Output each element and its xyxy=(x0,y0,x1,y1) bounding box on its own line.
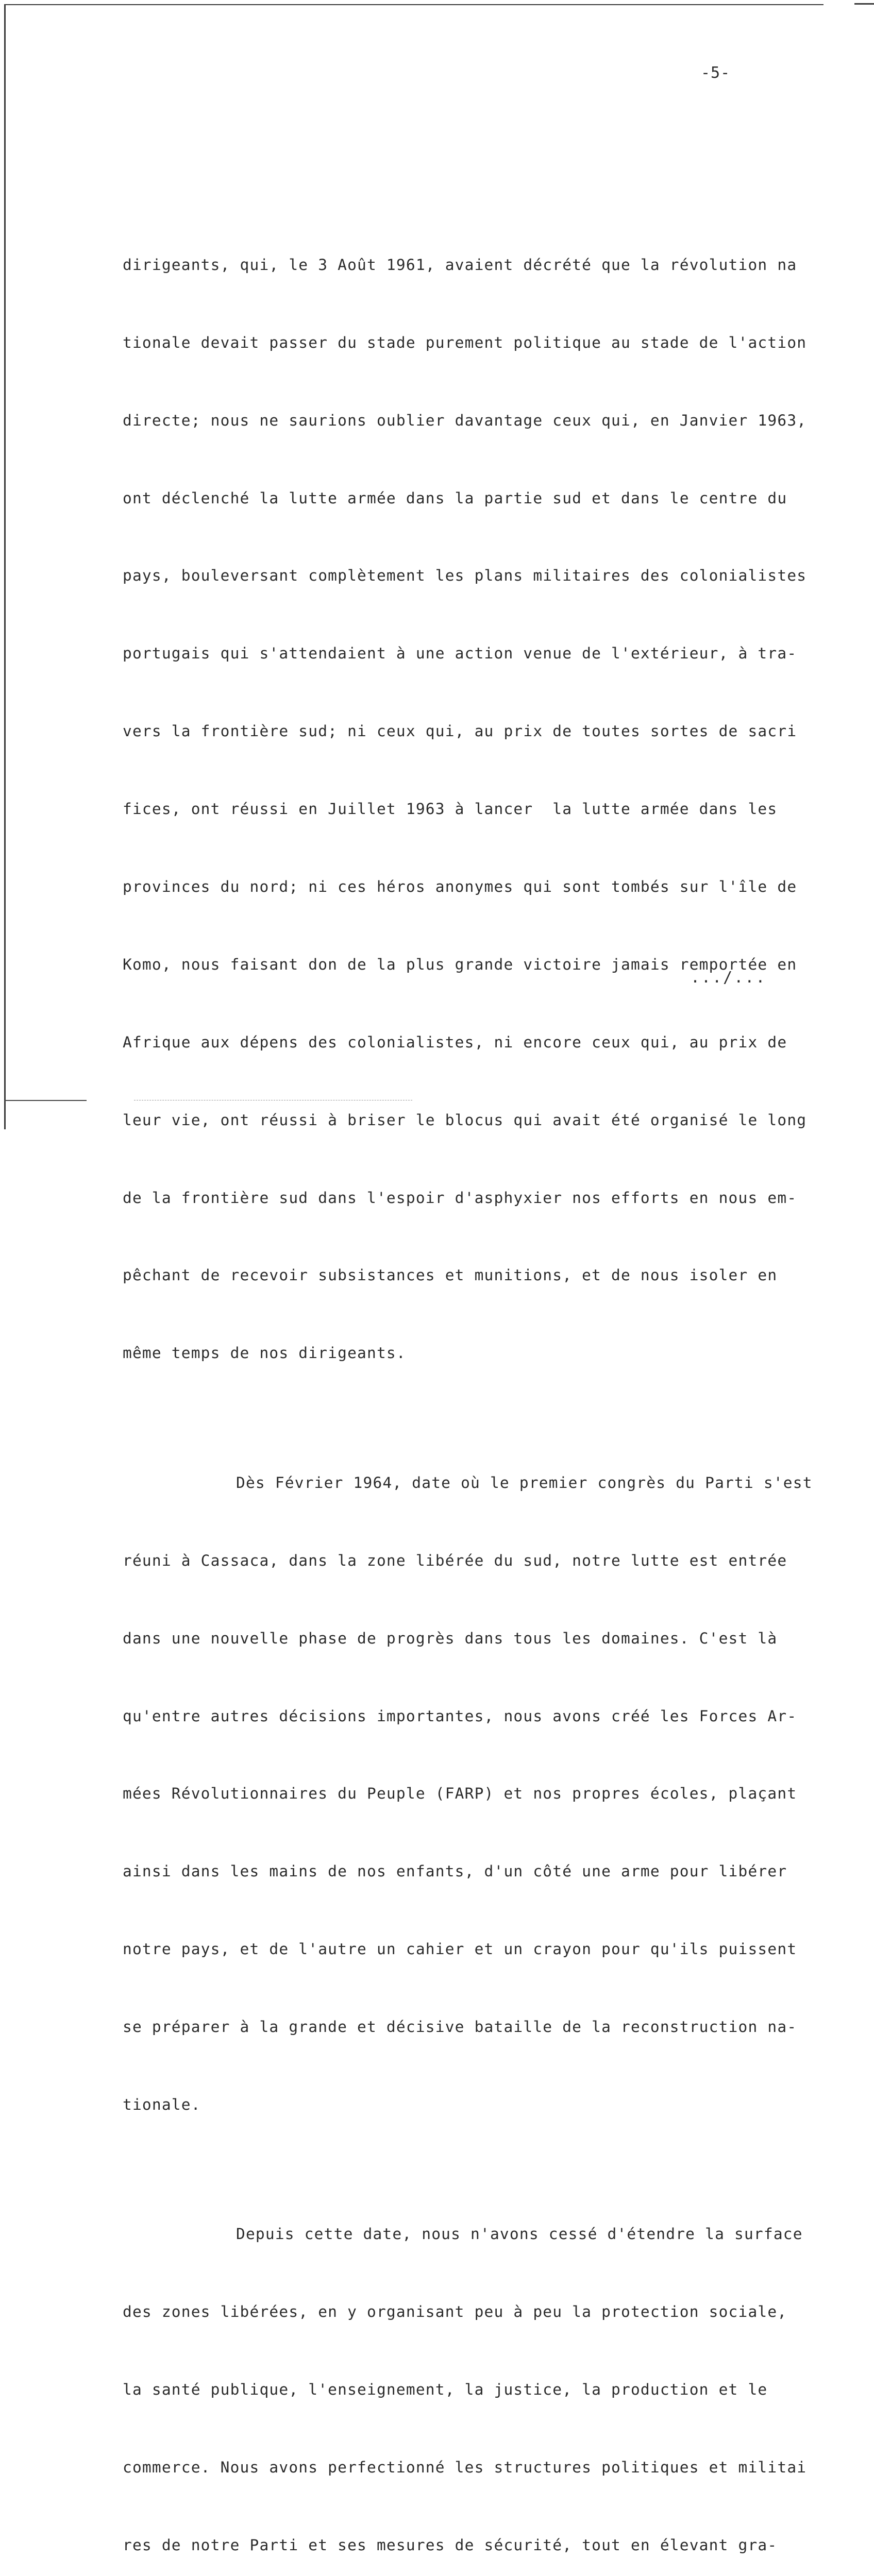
text-line: Komo, nous faisant don de la plus grande victoire jamais remportée en xyxy=(123,955,797,973)
text-line: réuni à Cassaca, dans la zone libérée du sud, notre lutte est entrée xyxy=(123,1551,787,1569)
text-line: de la frontière sud dans l'espoir d'asphyxier nos efforts en nous em- xyxy=(123,1189,797,1207)
left-border-line xyxy=(4,4,6,1129)
text-line: mées Révolutionnaires du Peuple (FARP) et nos propres écoles, plaçant xyxy=(123,1785,797,1803)
text-line: ont déclenché la lutte armée dans la partie sud et dans le centre du xyxy=(123,489,787,507)
text-line: pays, bouleversant complètement les plans militaires des colonialistes xyxy=(123,567,807,585)
text-line: vers la frontière sud; ni ceux qui, au prix de toutes sortes de sacri xyxy=(123,722,797,740)
top-right-border-mark xyxy=(854,3,874,5)
text-line: qu'entre autres décisions importantes, nous avons créé les Forces Ar- xyxy=(123,1707,797,1725)
text-line: dirigeants, qui, le 3 Août 1961, avaient décrété que la révolution na xyxy=(123,256,797,274)
text-line: fices, ont réussi en Juillet 1963 à lancer la lutte armée dans les xyxy=(123,800,778,818)
body-text xyxy=(123,174,834,2576)
text-line: leur vie, ont réussi à briser le blocus qui avait été organisé le long xyxy=(123,1111,807,1129)
text-line: des zones libérées, en y organisant peu à peu la protection sociale, xyxy=(123,2303,787,2321)
bottom-border-line xyxy=(4,1100,87,1101)
text-line: Dès Février 1964, date où le premier congrès du Parti s'est xyxy=(236,1473,813,1492)
text-line: directe; nous ne saurions oublier davantage ceux qui, en Janvier 1963, xyxy=(123,411,807,429)
text-line: portugais qui s'attendaient à une action venue de l'extérieur, à tra- xyxy=(123,645,797,663)
text-line: Depuis cette date, nous n'avons cessé d'étendre la surface xyxy=(236,2225,803,2243)
continuation-mark: .../... xyxy=(691,969,767,987)
text-line: dans une nouvelle phase de progrès dans tous les domaines. C'est là xyxy=(123,1629,778,1647)
text-line: res de notre Parti et ses mesures de sécurité, tout en élevant gra- xyxy=(123,2536,778,2554)
text-line: ainsi dans les mains de nos enfants, d'un côté une arme pour libérer xyxy=(123,1862,787,1880)
text-line: pêchant de recevoir subsistances et munitions, et de nous isoler en xyxy=(123,1266,778,1284)
text-line: tionale devait passer du stade purement politique au stade de l'action xyxy=(123,333,807,351)
text-line: provinces du nord; ni ces héros anonymes qui sont tombés sur l'île de xyxy=(123,878,797,896)
text-line: tionale. xyxy=(123,2095,201,2113)
top-border-line xyxy=(4,4,823,5)
text-line: notre pays, et de l'autre un cahier et un crayon pour qu'ils puissent xyxy=(123,1940,797,1958)
text-line: la santé publique, l'enseignement, la justice, la production et le xyxy=(123,2381,768,2399)
text-line: se préparer à la grande et décisive bataille de la reconstruction na- xyxy=(123,2018,797,2036)
text-line: commerce. Nous avons perfectionné les structures politiques et militai xyxy=(123,2459,807,2477)
text-line: Afrique aux dépens des colonialistes, ni encore ceux qui, au prix de xyxy=(123,1033,787,1051)
text-line: même temps de nos dirigeants. xyxy=(123,1344,406,1362)
page-number: -5- xyxy=(701,64,731,82)
